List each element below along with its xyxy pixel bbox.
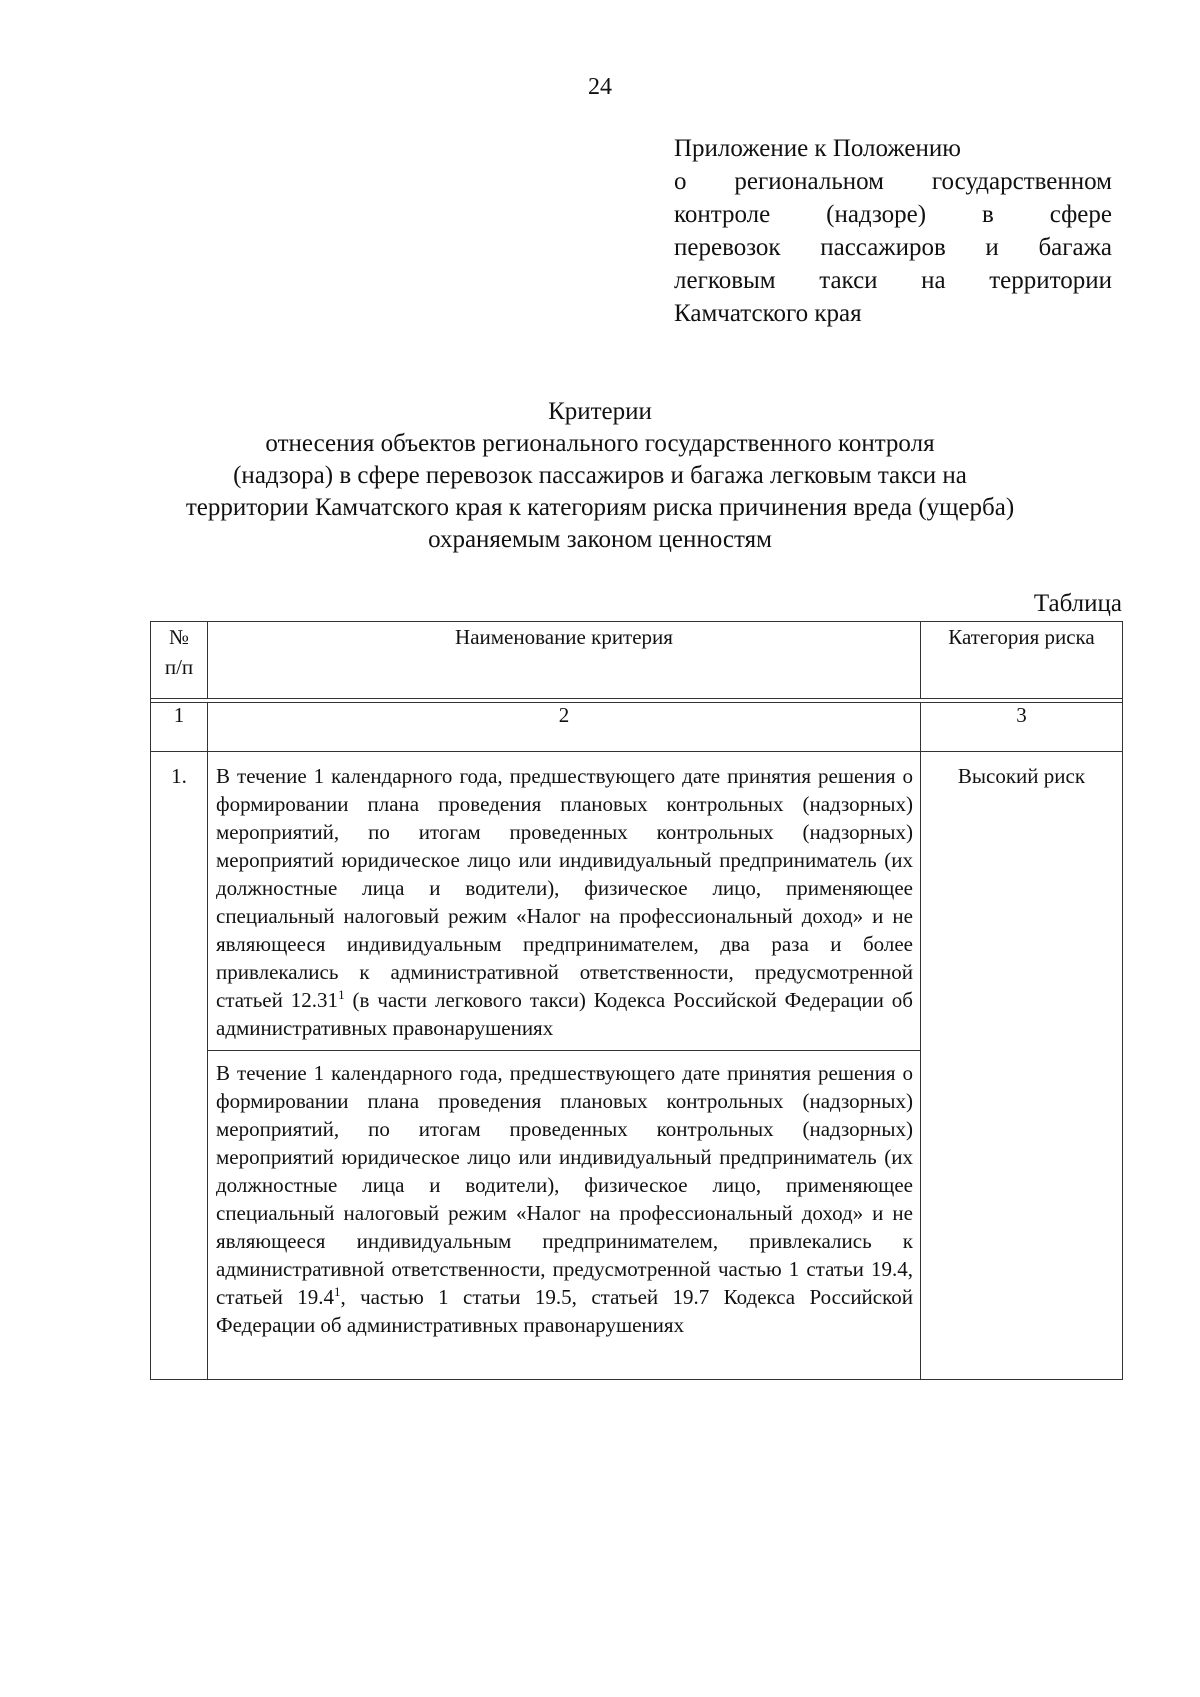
header-number <box>151 622 208 699</box>
title-line: отнесения объектов регионального государственного контроля <box>265 430 935 457</box>
document-title <box>100 396 1100 556</box>
title-line: охраняемым законом ценностям <box>428 526 772 553</box>
risk-category: Высокий риск <box>921 752 1123 1380</box>
table-row <box>151 752 1123 1051</box>
header-criterion: Наименование критерия <box>208 622 921 699</box>
header-risk: Категория риска <box>921 622 1123 699</box>
header-number-abbr: п/п <box>164 655 194 679</box>
page-number: 24 <box>588 74 612 100</box>
criterion-text-part: В течение 1 календарного года, предшествующего дате принятия решения о формировании плана проведения плановых контрольных (надзорных) мероприятий, по итогам проведенных контрольных (надзорных) мероприятий юридическое лицо или индивидуальный предприниматель (их должностные лица и водители), физическое лицо, применяющее специальный налоговый режим «Налог на профессиональный доход» и не являющееся индивидуальным предпринимателем, два раза и более привлекались к административной ответственности, предусмотренной статьей 12.31 <box>216 764 913 1012</box>
header-number-symbol: № <box>168 625 190 649</box>
criterion-text-part: В течение 1 календарного года, предшествующего дате принятия решения о формировании плана проведения плановых контрольных (надзорных) мероприятий, по итогам проведенных контрольных (надзорных) мероприятий юридическое лицо или индивидуальный предприниматель (их должностные лица и водители), физическое лицо, применяющее специальный налоговый режим «Налог на профессиональный доход» и не являющееся индивидуальным предпринимателем, привлекались к административной ответственности, предусмотренной частью 1 статьи 19.4, статьей 19.4 <box>216 1061 913 1309</box>
appendix-line: Приложение к Положению <box>674 135 961 162</box>
appendix-line: контроле (надзоре) в сфере <box>674 201 1112 228</box>
column-number-row <box>151 703 1123 752</box>
title-line: (надзора) в сфере перевозок пассажиров и багажа легковым такси на <box>233 462 967 489</box>
column-number: 3 <box>921 703 1123 752</box>
title-line: территории Камчатского края к категориям риска причинения вреда (ущерба) <box>185 494 1015 521</box>
table-caption: Таблица <box>1033 590 1122 617</box>
appendix-line: перевозок пассажиров и багажа <box>674 234 1112 261</box>
appendix-line: Камчатского края <box>674 300 862 327</box>
appendix-line: легковым такси на территории <box>674 267 1112 294</box>
table-header-row <box>151 622 1123 699</box>
superscript: 1 <box>338 987 345 1002</box>
title-heading: Критерии <box>548 398 652 425</box>
row-number: 1. <box>151 752 208 1380</box>
column-number: 1 <box>151 703 208 752</box>
superscript: 1 <box>333 1284 341 1299</box>
criterion-text-part: , частью 1 статьи 19.5, статьей 19.7 Кодекса Российской Федерации об административных правонарушениях <box>216 1285 913 1337</box>
column-number: 2 <box>208 703 921 752</box>
appendix-line: о региональном государственном <box>674 168 1112 195</box>
appendix-note <box>674 132 1112 330</box>
criteria-table <box>150 621 1123 1380</box>
criterion-text <box>208 752 921 1051</box>
criterion-text-part: (в части легкового такси) Кодекса Российской Федерации об административных правонарушениях <box>216 988 913 1040</box>
criterion-text <box>208 1051 921 1380</box>
